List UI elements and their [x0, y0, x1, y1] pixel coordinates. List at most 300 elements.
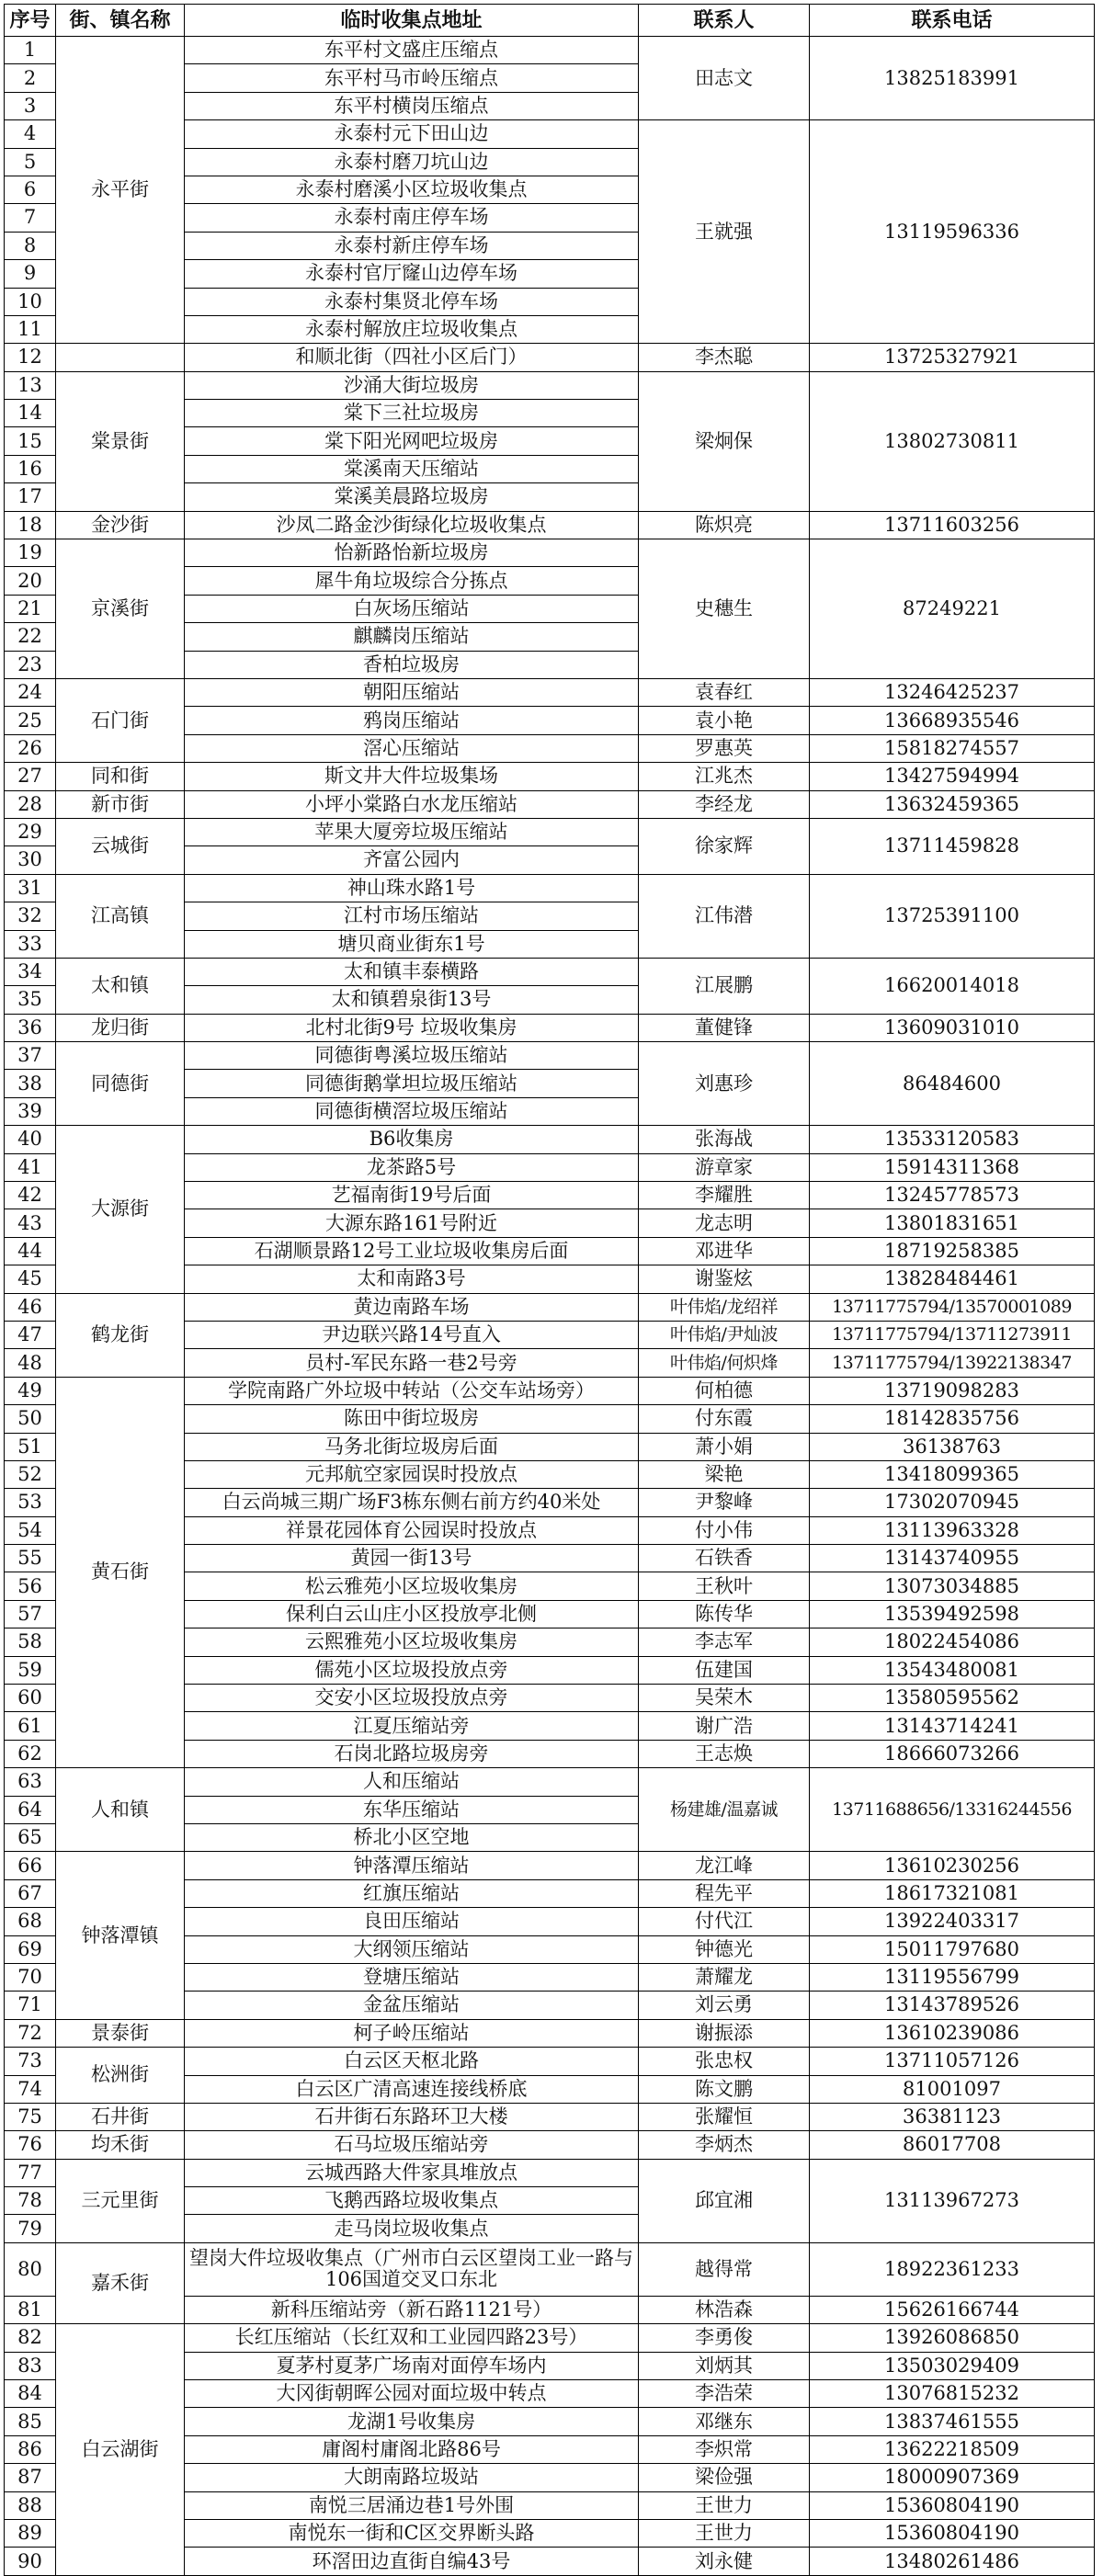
collection-address: 苹果大厦旁垃圾压缩站: [185, 818, 639, 845]
collection-address: 神山珠水路1号: [185, 874, 639, 902]
table-row: [5, 2019, 1095, 2047]
row-index: 58: [5, 1628, 56, 1656]
collection-address: 永泰村磨溪小区垃圾收集点: [185, 176, 639, 203]
row-index: 11: [5, 315, 56, 343]
contact-phone: 13418099365: [810, 1460, 1095, 1488]
row-index: 90: [5, 2548, 56, 2575]
row-index: 88: [5, 2491, 56, 2519]
contact-phone: 13245778573: [810, 1182, 1095, 1209]
collection-address: 登塘压缩站: [185, 1963, 639, 1991]
table-row: [5, 2159, 1095, 2186]
contact-name: 刘永健: [639, 2548, 810, 2575]
contact-phone: 13711775794/13922138347: [810, 1349, 1095, 1377]
contact-phone: 18617321081: [810, 1879, 1095, 1907]
collection-address: 大源东路161号附近: [185, 1209, 639, 1237]
contact-name: 李勇俊: [639, 2324, 810, 2352]
row-index: 67: [5, 1879, 56, 1907]
collection-address: 南悦东一街和C区交界断头路: [185, 2519, 639, 2547]
table-row: [5, 818, 1095, 845]
row-index: 10: [5, 288, 56, 315]
collection-address: 太和镇丰泰横路: [185, 958, 639, 985]
row-index: 35: [5, 986, 56, 1014]
contact-phone: 13622218509: [810, 2435, 1095, 2463]
contact-name: 梁炯保: [639, 371, 810, 511]
row-index: 19: [5, 539, 56, 567]
collection-address: 白云区天枢北路: [185, 2048, 639, 2075]
contact-name: 付代江: [639, 1908, 810, 1935]
contact-name: 游章家: [639, 1153, 810, 1181]
contact-phone: 13610239086: [810, 2019, 1095, 2047]
contact-phone: 15360804190: [810, 2491, 1095, 2519]
contact-phone: 13725391100: [810, 874, 1095, 958]
table-row: [5, 2048, 1095, 2075]
collection-address: 南悦三居涌边巷1号外围: [185, 2491, 639, 2519]
collection-address: 元邦航空家园误时投放点: [185, 1460, 639, 1488]
contact-name: 叶伟焰/何炽烽: [639, 1349, 810, 1377]
header-street: 街、镇名称: [56, 5, 185, 37]
row-index: 75: [5, 2103, 56, 2130]
table-row: [5, 763, 1095, 790]
collection-address: 马务北街垃圾房后面: [185, 1433, 639, 1460]
row-index: 17: [5, 483, 56, 511]
row-index: 38: [5, 1070, 56, 1097]
contact-phone: 15011797680: [810, 1935, 1095, 1963]
contact-name: 刘惠珍: [639, 1042, 810, 1126]
row-index: 6: [5, 176, 56, 203]
collection-address: 望岗大件垃圾收集点（广州市白云区望岗工业一路与106国道交叉口东北: [185, 2242, 639, 2296]
collection-address: 石井街石东路环卫大楼: [185, 2103, 639, 2130]
collection-address: 龙湖1号收集房: [185, 2408, 639, 2435]
collection-address: 齐富公园内: [185, 846, 639, 874]
contact-phone: 13711775794/13570001089: [810, 1293, 1095, 1321]
contact-name: 梁俭强: [639, 2464, 810, 2491]
contact-phone: 13632459365: [810, 790, 1095, 818]
contact-name: 董健锋: [639, 1014, 810, 1041]
collection-address: 石岗北路垃圾房旁: [185, 1740, 639, 1767]
contact-phone: 13711688656/13316244556: [810, 1768, 1095, 1852]
collection-address: 同德街横滘垃圾压缩站: [185, 1097, 639, 1125]
row-index: 37: [5, 1042, 56, 1070]
collection-address: 大朗南路垃圾站: [185, 2464, 639, 2491]
collection-address: 塘贝商业街东1号: [185, 930, 639, 958]
collection-address: 大纲领压缩站: [185, 1935, 639, 1963]
row-index: 18: [5, 511, 56, 539]
row-index: 89: [5, 2519, 56, 2547]
street-name: [56, 344, 185, 371]
collection-address: 长红压缩站（长红双和工业园四路23号）: [185, 2324, 639, 2352]
contact-name: 李经龙: [639, 790, 810, 818]
row-index: 13: [5, 371, 56, 399]
contact-phone: 86017708: [810, 2131, 1095, 2159]
street-name: 同德街: [56, 1042, 185, 1126]
row-index: 44: [5, 1237, 56, 1265]
collection-address: B6收集房: [185, 1126, 639, 1153]
street-name: 大源街: [56, 1126, 185, 1293]
row-index: 7: [5, 204, 56, 232]
collection-address: 东平村马市岭压缩点: [185, 64, 639, 92]
table-row: [5, 2324, 1095, 2352]
row-index: 3: [5, 92, 56, 119]
contact-name: 谢鉴炫: [639, 1265, 810, 1293]
contact-name: 邓进华: [639, 1237, 810, 1265]
contact-phone: 13119556799: [810, 1963, 1095, 1991]
collection-address: 艺福南街19号后面: [185, 1182, 639, 1209]
contact-name: 王秋叶: [639, 1572, 810, 1600]
table-row: [5, 2242, 1095, 2296]
row-index: 22: [5, 623, 56, 651]
street-name: 棠景街: [56, 371, 185, 511]
collection-address: 同德街粤溪垃圾压缩站: [185, 1042, 639, 1070]
street-name: 松洲街: [56, 2048, 185, 2104]
contact-name: 张忠权: [639, 2048, 810, 2075]
row-index: 54: [5, 1516, 56, 1544]
row-index: 78: [5, 2187, 56, 2215]
contact-phone: 13725327921: [810, 344, 1095, 371]
contact-name: 张海战: [639, 1126, 810, 1153]
collection-point-table: [4, 4, 1095, 2576]
contact-name: 杨建雄/温嘉诚: [639, 1768, 810, 1852]
row-index: 60: [5, 1685, 56, 1712]
collection-address: 鸦岗压缩站: [185, 707, 639, 734]
contact-name: 何柏德: [639, 1377, 810, 1404]
collection-address: 松云雅苑小区垃圾收集房: [185, 1572, 639, 1600]
contact-phone: 13828484461: [810, 1265, 1095, 1293]
collection-address: 东华压缩站: [185, 1796, 639, 1823]
collection-address: 庸阁村庸阁北路86号: [185, 2435, 639, 2463]
contact-phone: 13143740955: [810, 1545, 1095, 1572]
contact-phone: 15360804190: [810, 2519, 1095, 2547]
collection-address: 钟落潭压缩站: [185, 1852, 639, 1879]
row-index: 77: [5, 2159, 56, 2186]
collection-address: 永泰村南庄停车场: [185, 204, 639, 232]
contact-name: 林浩森: [639, 2296, 810, 2323]
row-index: 68: [5, 1908, 56, 1935]
contact-name: 伍建国: [639, 1656, 810, 1684]
street-name: 均禾街: [56, 2131, 185, 2159]
collection-address: 永泰村磨刀坑山边: [185, 148, 639, 176]
collection-address: 良田压缩站: [185, 1908, 639, 1935]
row-index: 33: [5, 930, 56, 958]
collection-address: 大冈街朝晖公园对面垃圾中转点: [185, 2380, 639, 2408]
row-index: 27: [5, 763, 56, 790]
row-index: 70: [5, 1963, 56, 1991]
row-index: 2: [5, 64, 56, 92]
row-index: 80: [5, 2242, 56, 2296]
row-index: 4: [5, 120, 56, 148]
collection-address: 红旗压缩站: [185, 1879, 639, 1907]
collection-address: 陈田中街垃圾房: [185, 1405, 639, 1433]
row-index: 40: [5, 1126, 56, 1153]
street-name: 江高镇: [56, 874, 185, 958]
contact-phone: 13926086850: [810, 2324, 1095, 2352]
street-name: 景泰街: [56, 2019, 185, 2047]
table-row: [5, 1852, 1095, 1879]
row-index: 50: [5, 1405, 56, 1433]
contact-name: 李炽常: [639, 2435, 810, 2463]
row-index: 32: [5, 902, 56, 930]
collection-address: 麒麟岗压缩站: [185, 623, 639, 651]
street-name: 鹤龙街: [56, 1293, 185, 1377]
row-index: 25: [5, 707, 56, 734]
table-row: [5, 874, 1095, 902]
contact-phone: 13539492598: [810, 1600, 1095, 1628]
collection-address: 白云尚城三期广场F3栋东侧右前方约40米处: [185, 1489, 639, 1516]
contact-name: 王世力: [639, 2519, 810, 2547]
row-index: 62: [5, 1740, 56, 1767]
collection-address: 黄园一街13号: [185, 1545, 639, 1572]
row-index: 9: [5, 260, 56, 288]
contact-name: 王志焕: [639, 1740, 810, 1767]
collection-address: 永泰村官厅窿山边停车场: [185, 260, 639, 288]
collection-address: 棠下三社垃圾房: [185, 400, 639, 427]
row-index: 63: [5, 1768, 56, 1796]
collection-address: 沙涌大街垃圾房: [185, 371, 639, 399]
contact-phone: 15914311368: [810, 1153, 1095, 1181]
header-index: 序号: [5, 5, 56, 37]
collection-address: 交安小区垃圾投放点旁: [185, 1685, 639, 1712]
collection-address: 尹边联兴路14号直入: [185, 1321, 639, 1348]
contact-name: 陈传华: [639, 1600, 810, 1628]
collection-address: 东平村文盛庄压缩点: [185, 37, 639, 64]
contact-phone: 15626166744: [810, 2296, 1095, 2323]
collection-address: 太和镇碧泉街13号: [185, 986, 639, 1014]
collection-address: 龙茶路5号: [185, 1153, 639, 1181]
street-name: 三元里街: [56, 2159, 185, 2242]
contact-phone: 18022454086: [810, 1628, 1095, 1656]
row-index: 85: [5, 2408, 56, 2435]
street-name: 人和镇: [56, 1768, 185, 1852]
street-name: 金沙街: [56, 511, 185, 539]
row-index: 61: [5, 1712, 56, 1740]
contact-phone: 18000907369: [810, 2464, 1095, 2491]
collection-address: 太和南路3号: [185, 1265, 639, 1293]
contact-phone: 13076815232: [810, 2380, 1095, 2408]
row-index: 36: [5, 1014, 56, 1041]
header-contact: 联系人: [639, 5, 810, 37]
collection-address: 走马岗垃圾收集点: [185, 2215, 639, 2242]
collection-address: 云熙雅苑小区垃圾收集房: [185, 1628, 639, 1656]
row-index: 55: [5, 1545, 56, 1572]
row-index: 73: [5, 2048, 56, 2075]
contact-name: 邓继东: [639, 2408, 810, 2435]
contact-phone: 13837461555: [810, 2408, 1095, 2435]
table-row: [5, 1377, 1095, 1404]
contact-phone: 13543480081: [810, 1656, 1095, 1684]
row-index: 28: [5, 790, 56, 818]
header-row: [5, 5, 1095, 37]
contact-phone: 13143714241: [810, 1712, 1095, 1740]
street-name: 黄石街: [56, 1377, 185, 1767]
street-name: 钟落潭镇: [56, 1852, 185, 2019]
contact-name: 付小伟: [639, 1516, 810, 1544]
row-index: 23: [5, 651, 56, 678]
contact-phone: 18666073266: [810, 1740, 1095, 1767]
row-index: 46: [5, 1293, 56, 1321]
collection-address: 白云区广清高速连接线桥底: [185, 2075, 639, 2103]
collection-address: 黄边南路车场: [185, 1293, 639, 1321]
contact-name: 龙江峰: [639, 1852, 810, 1879]
street-name: 新市街: [56, 790, 185, 818]
collection-address: 学院南路广外垃圾中转站（公交车站场旁）: [185, 1377, 639, 1404]
row-index: 69: [5, 1935, 56, 1963]
contact-phone: 13668935546: [810, 707, 1095, 734]
row-index: 43: [5, 1209, 56, 1237]
street-name: 白云湖街: [56, 2324, 185, 2576]
contact-name: 叶伟焰/龙绍祥: [639, 1293, 810, 1321]
contact-phone: 13113967273: [810, 2159, 1095, 2242]
collection-address: 朝阳压缩站: [185, 678, 639, 706]
table-body: [5, 37, 1095, 2576]
row-index: 48: [5, 1349, 56, 1377]
row-index: 53: [5, 1489, 56, 1516]
contact-name: 李炳杰: [639, 2131, 810, 2159]
row-index: 83: [5, 2352, 56, 2379]
table-row: [5, 371, 1095, 399]
collection-address: 棠溪南天压缩站: [185, 455, 639, 482]
contact-name: 罗惠英: [639, 734, 810, 762]
street-name: 同和街: [56, 763, 185, 790]
contact-name: 钟德光: [639, 1935, 810, 1963]
contact-name: 田志文: [639, 37, 810, 120]
contact-name: 萧小娟: [639, 1433, 810, 1460]
collection-address: 桥北小区空地: [185, 1824, 639, 1852]
collection-address: 飞鹅西路垃圾收集点: [185, 2187, 639, 2215]
street-name: 京溪街: [56, 539, 185, 679]
contact-phone: 13427594994: [810, 763, 1095, 790]
contact-name: 邱宜湘: [639, 2159, 810, 2242]
contact-phone: 87249221: [810, 539, 1095, 679]
collection-address: 保利白云山庄小区投放亭北侧: [185, 1600, 639, 1628]
contact-phone: 13609031010: [810, 1014, 1095, 1041]
collection-address: 新科压缩站旁（新石路1121号）: [185, 2296, 639, 2323]
contact-phone: 13610230256: [810, 1852, 1095, 1879]
collection-address: 东平村横岗压缩点: [185, 92, 639, 119]
collection-address: 白灰场压缩站: [185, 595, 639, 622]
row-index: 49: [5, 1377, 56, 1404]
contact-name: 张耀恒: [639, 2103, 810, 2130]
contact-name: 付东霞: [639, 1405, 810, 1433]
row-index: 31: [5, 874, 56, 902]
contact-phone: 13119596336: [810, 120, 1095, 344]
table-row: [5, 1014, 1095, 1041]
contact-phone: 17302070945: [810, 1489, 1095, 1516]
contact-phone: 86484600: [810, 1042, 1095, 1126]
row-index: 15: [5, 427, 56, 455]
row-index: 66: [5, 1852, 56, 1879]
table-row: [5, 790, 1095, 818]
contact-phone: 13711775794/13711273911: [810, 1321, 1095, 1348]
table-row: [5, 1042, 1095, 1070]
row-index: 1: [5, 37, 56, 64]
collection-address: 云城西路大件家具堆放点: [185, 2159, 639, 2186]
row-index: 79: [5, 2215, 56, 2242]
contact-phone: 81001097: [810, 2075, 1095, 2103]
table-row: [5, 2131, 1095, 2159]
row-index: 87: [5, 2464, 56, 2491]
collection-address: 和顺北街（四社小区后门）: [185, 344, 639, 371]
contact-name: 江伟潜: [639, 874, 810, 958]
contact-phone: 13922403317: [810, 1908, 1095, 1935]
row-index: 64: [5, 1796, 56, 1823]
collection-address: 棠溪美晨路垃圾房: [185, 483, 639, 511]
collection-address: 永泰村集贤北停车场: [185, 288, 639, 315]
collection-address: 石马垃圾压缩站旁: [185, 2131, 639, 2159]
row-index: 84: [5, 2380, 56, 2408]
contact-name: 吴荣木: [639, 1685, 810, 1712]
collection-address: 江村市场压缩站: [185, 902, 639, 930]
contact-phone: 18719258385: [810, 1237, 1095, 1265]
contact-phone: 36381123: [810, 2103, 1095, 2130]
row-index: 47: [5, 1321, 56, 1348]
header-address: 临时收集点地址: [185, 5, 639, 37]
collection-address: 儒苑小区垃圾投放点旁: [185, 1656, 639, 1684]
row-index: 86: [5, 2435, 56, 2463]
contact-name: 李耀胜: [639, 1182, 810, 1209]
contact-phone: 13480261486: [810, 2548, 1095, 2575]
row-index: 26: [5, 734, 56, 762]
contact-name: 龙志明: [639, 1209, 810, 1237]
table-row: [5, 678, 1095, 706]
row-index: 5: [5, 148, 56, 176]
row-index: 14: [5, 400, 56, 427]
row-index: 56: [5, 1572, 56, 1600]
table-row: [5, 1126, 1095, 1153]
collection-address: 斯文井大件垃圾集场: [185, 763, 639, 790]
row-index: 34: [5, 958, 56, 985]
row-index: 29: [5, 818, 56, 845]
table-row: [5, 2103, 1095, 2130]
contact-phone: 13073034885: [810, 1572, 1095, 1600]
contact-phone: 15818274557: [810, 734, 1095, 762]
contact-name: 刘炳其: [639, 2352, 810, 2379]
contact-name: 江展鹏: [639, 958, 810, 1014]
row-index: 82: [5, 2324, 56, 2352]
table-row: [5, 37, 1095, 64]
collection-address: 小坪小棠路白水龙压缩站: [185, 790, 639, 818]
contact-name: 江兆杰: [639, 763, 810, 790]
collection-address: 犀牛角垃圾综合分拣点: [185, 567, 639, 595]
collection-address: 沙凤二路金沙街绿化垃圾收集点: [185, 511, 639, 539]
row-index: 8: [5, 232, 56, 259]
row-index: 12: [5, 344, 56, 371]
row-index: 72: [5, 2019, 56, 2047]
row-index: 20: [5, 567, 56, 595]
collection-address: 滘心压缩站: [185, 734, 639, 762]
contact-phone: 13801831651: [810, 1209, 1095, 1237]
row-index: 59: [5, 1656, 56, 1684]
contact-name: 越得常: [639, 2242, 810, 2296]
row-index: 21: [5, 595, 56, 622]
collection-address: 石湖顺景路12号工业垃圾收集房后面: [185, 1237, 639, 1265]
contact-phone: 18922361233: [810, 2242, 1095, 2296]
row-index: 24: [5, 678, 56, 706]
contact-name: 陈文鹏: [639, 2075, 810, 2103]
collection-address: 江夏压缩站旁: [185, 1712, 639, 1740]
row-index: 74: [5, 2075, 56, 2103]
row-index: 52: [5, 1460, 56, 1488]
contact-name: 王世力: [639, 2491, 810, 2519]
row-index: 39: [5, 1097, 56, 1125]
collection-address: 同德街鹅掌坦垃圾压缩站: [185, 1070, 639, 1097]
contact-phone: 13503029409: [810, 2352, 1095, 2379]
row-index: 81: [5, 2296, 56, 2323]
contact-name: 谢振添: [639, 2019, 810, 2047]
contact-phone: 13802730811: [810, 371, 1095, 511]
collection-address: 北村北街9号 垃圾收集房: [185, 1014, 639, 1041]
contact-name: 石铁香: [639, 1545, 810, 1572]
contact-phone: 13711057126: [810, 2048, 1095, 2075]
contact-phone: 18142835756: [810, 1405, 1095, 1433]
